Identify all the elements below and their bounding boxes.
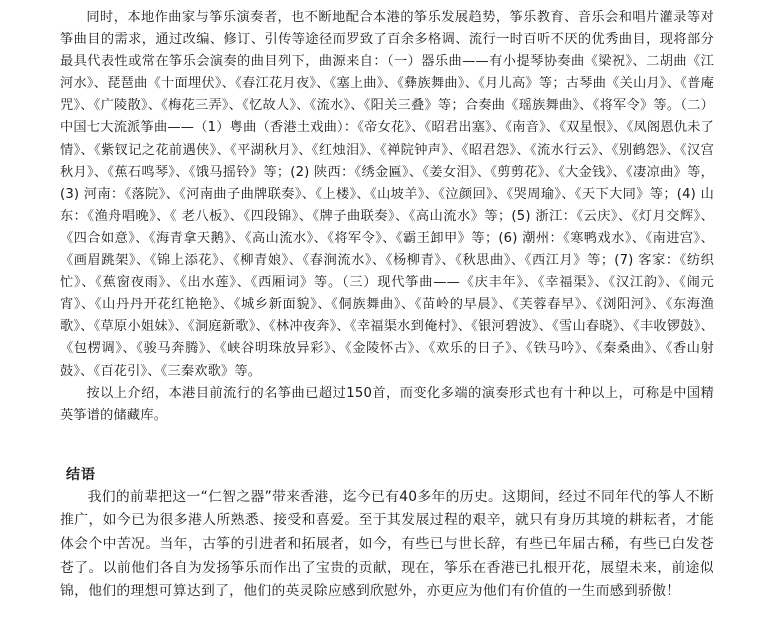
- repertoire-paragraph: 同时，本地作曲家与筝乐演奏者，也不断地配合本港的筝乐发展趋势，筝乐教育、音乐会和唱片灌录等对筝曲目的需求，通过改编、修订、引传等途径而罗致了百余多格调、流行一时百听不厌的优秀曲目，现将部分最具代表性或常在筝乐会演奏的曲目列下，曲源来自：（一）器乐曲——有小提琴协奏曲《梁祝》、二胡曲《江河水》、琵琶曲《十面埋伏》、《春江花月夜》、《塞上曲》、《彝族舞曲》、《月儿高》等；古琴曲《关山月》、《普庵咒》、《广陵散》、《梅花三弄》、《忆故人》、《流水》、《阳关三叠》等；合奏曲《瑶族舞曲》、《将军令》等。（二）中国七大流派筝曲——（1）粤曲（香港土戏曲）：《帝女花》、《昭君出塞》、《南音》、《双星恨》、《凤阁恩仇未了情》、《紫钗记之花前遇侠》、《平湖秋月》、《红烛泪》、《禅院钟声》、《昭君怨》、《流水行云》、《别鹤怨》、《汉宫秋月》、《蕉石鸣琴》、《饿马摇铃》等；(2) 陕西：《绣金匾》、《姜女泪》、《剪剪花》、《大金钱》、《凄凉曲》等，(3) 河南：《落院》、《河南曲子曲牌联奏》、《上楼》、《山坡羊》、《泣颜回》、《哭周瑜》、《天下大同》等；(4) 山东：《渔舟唱晚》、《 老八板》、《四段锦》、《牌子曲联奏》、《高山流水》等；(5) 浙江：《云庆》、《灯月交辉》、《四合如意》、《海青拿天鹅》、《高山流水》、《将军令》、《霸王卸甲》等；(6) 潮州：《寒鸭戏水》、《南进宫》、《画眉跳架》、《锦上添花》、《柳青娘》、《春涧流水》、《杨柳青》、《秋思曲》、《西江月》等；(7) 客家：《纺织忙》、《蕉窗夜雨》、《出水莲》、《西厢词》等。（三）现代筝曲——《庆丰年》、《幸福渠》、《汉江韵》、《闹元宵》、《山丹丹开花红艳艳》、《城乡新面貌》、《侗族舞曲》、《苗岭的早晨》、《芙蓉春早》、《浏阳河》、《东海渔歌》、《草原小姐妹》、《洞庭新歌》、《林冲夜奔》、《幸福渠水到俺村》、《银河碧波》、《雪山春晓》、《丰收锣鼓》、《包楞调》、《骏马奔腾》、《峡谷明珠放异彩》、《金陵怀古》、《欢乐的日子》、《铁马吟》、《秦桑曲》、《香山射鼓》、《百花引》、《三秦欢歌》等。: [60, 10, 714, 379]
- conclusion-paragraph: 我们的前辈把这一“仁智之器”带来香港，迄今已有40多年的历史。这期间，经过不同年代的筝人不断推广，如今已为很多港人所熟悉、接受和喜爱。至于其发展过程的艰辛，就只有身历其境的耕耘者，才能体会个中苦况。当年，古筝的引进者和拓展者，如今，有些已与世长辞，有些已年届古稀，有些已白发苍苍了。以前他们各自为发扬筝乐而作出了宝贵的贡献，现在，筝乐在香港已扎根开花，展望未来，前途似锦，他们的理想可算达到了，他们的英灵除应感到欣慰外，亦更应为他们有价值的一生而感到骄傲！: [60, 488, 714, 600]
- conclusion-heading: 结语: [66, 466, 96, 483]
- summary-paragraph: 按以上介绍，本港目前流行的名筝曲已超过150首，而变化多端的演奏形式也有十种以上，可称是中国精英筝谱的储藏库。: [60, 385, 714, 423]
